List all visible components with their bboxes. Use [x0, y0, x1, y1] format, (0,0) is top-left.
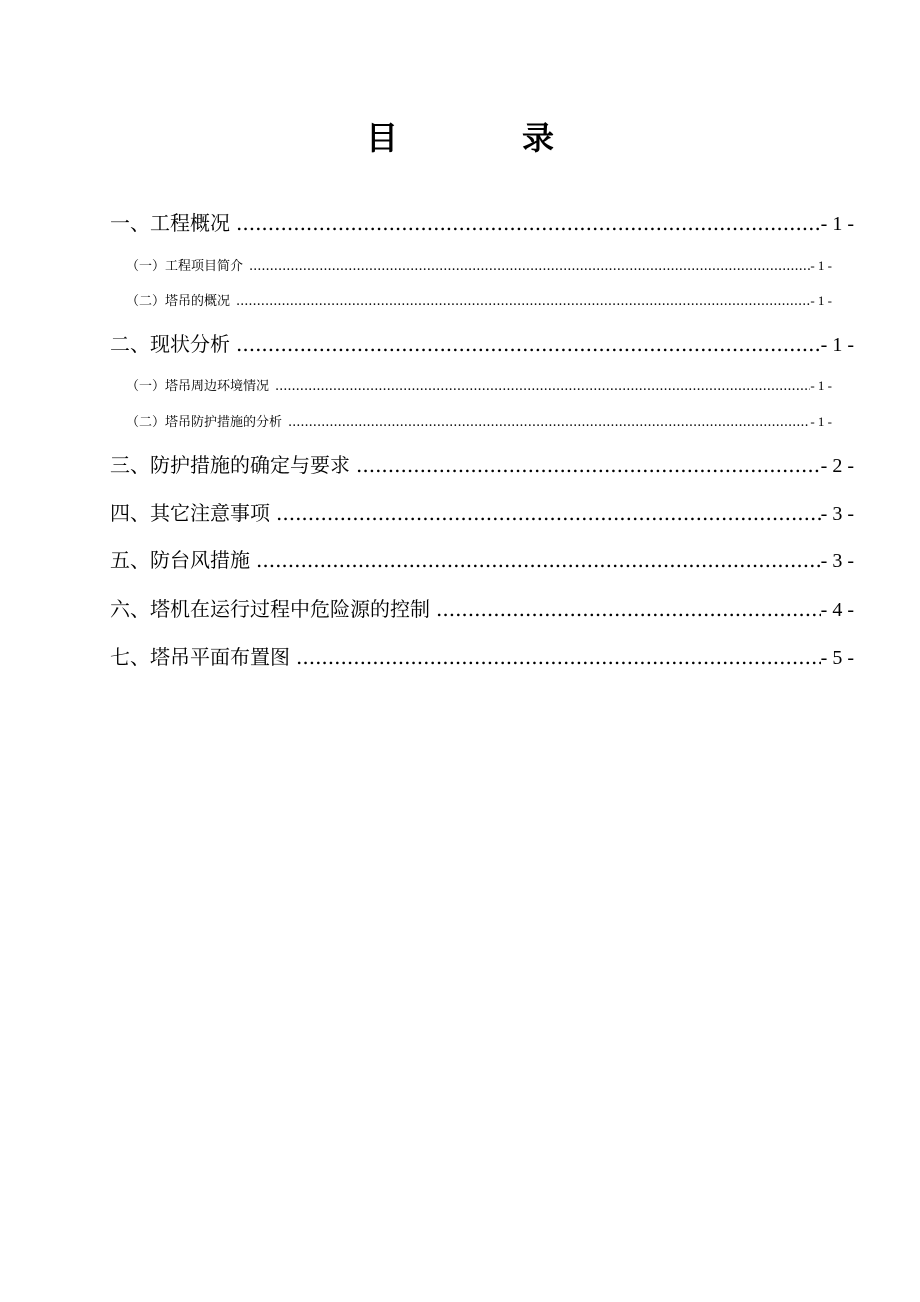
toc-dot-leader: [256, 547, 821, 573]
toc-entry[interactable]: [110, 452, 854, 478]
toc-entry-page: - 1 -: [810, 293, 832, 308]
toc-entry[interactable]: [110, 596, 854, 622]
toc-entry-page: - 3 -: [820, 503, 854, 525]
toc-entry-label: 五、防台风措施: [110, 548, 250, 572]
toc-entry-page: - 3 -: [820, 550, 854, 572]
toc-entry-label: 六、塔机在运行过程中危险源的控制: [110, 597, 430, 621]
toc-entry[interactable]: [110, 500, 854, 526]
toc-entry-label: 二、现状分析: [110, 332, 230, 356]
toc-title-char-2: 录: [522, 119, 555, 157]
toc-subentry[interactable]: [126, 257, 832, 275]
toc-entry-label: 七、塔吊平面布置图: [110, 645, 290, 669]
toc-entry-page: - 5 -: [820, 647, 854, 669]
toc-dot-leader: [249, 258, 810, 276]
toc-dot-leader: [236, 331, 821, 357]
toc-entry-page: - 4 -: [820, 599, 854, 621]
toc-entry-page: - 1 -: [820, 213, 854, 235]
toc-dot-leader: [276, 500, 821, 526]
toc-subentry[interactable]: [126, 292, 832, 310]
toc-entry-page: - 1 -: [820, 334, 854, 356]
toc-entry[interactable]: [110, 547, 854, 573]
toc-entry-label: 一、工程概况: [110, 211, 230, 235]
toc-title: [0, 118, 920, 158]
toc-dot-leader: [236, 210, 821, 236]
toc-entry[interactable]: [110, 644, 854, 670]
toc-dot-leader: [288, 414, 810, 432]
toc-entry-page: - 2 -: [820, 455, 854, 477]
toc-dot-leader: [296, 644, 821, 670]
toc-title-char-1: 目: [365, 119, 398, 157]
toc-entry-label: 三、防护措施的确定与要求: [110, 453, 350, 477]
toc-dot-leader: [275, 378, 810, 396]
toc-entry[interactable]: [110, 210, 854, 236]
toc-dot-leader: [356, 452, 821, 478]
toc-subentry[interactable]: [126, 413, 832, 431]
toc-entry[interactable]: [110, 331, 854, 357]
toc-entry-page: - 1 -: [810, 258, 832, 273]
toc-entry-label: （一）工程项目简介: [126, 259, 244, 274]
toc-dot-leader: [236, 293, 810, 311]
toc-dot-leader: [436, 596, 821, 622]
toc-entry-page: - 1 -: [810, 378, 832, 393]
toc-entry-label: （二）塔吊防护措施的分析: [126, 415, 283, 430]
toc-entry-label: 四、其它注意事项: [110, 501, 270, 525]
toc-entry-page: - 1 -: [810, 414, 832, 429]
toc-entry-label: （一）塔吊周边环境情况: [126, 379, 270, 394]
toc-entry-label: （二）塔吊的概况: [126, 294, 231, 309]
toc-subentry[interactable]: [126, 377, 832, 395]
